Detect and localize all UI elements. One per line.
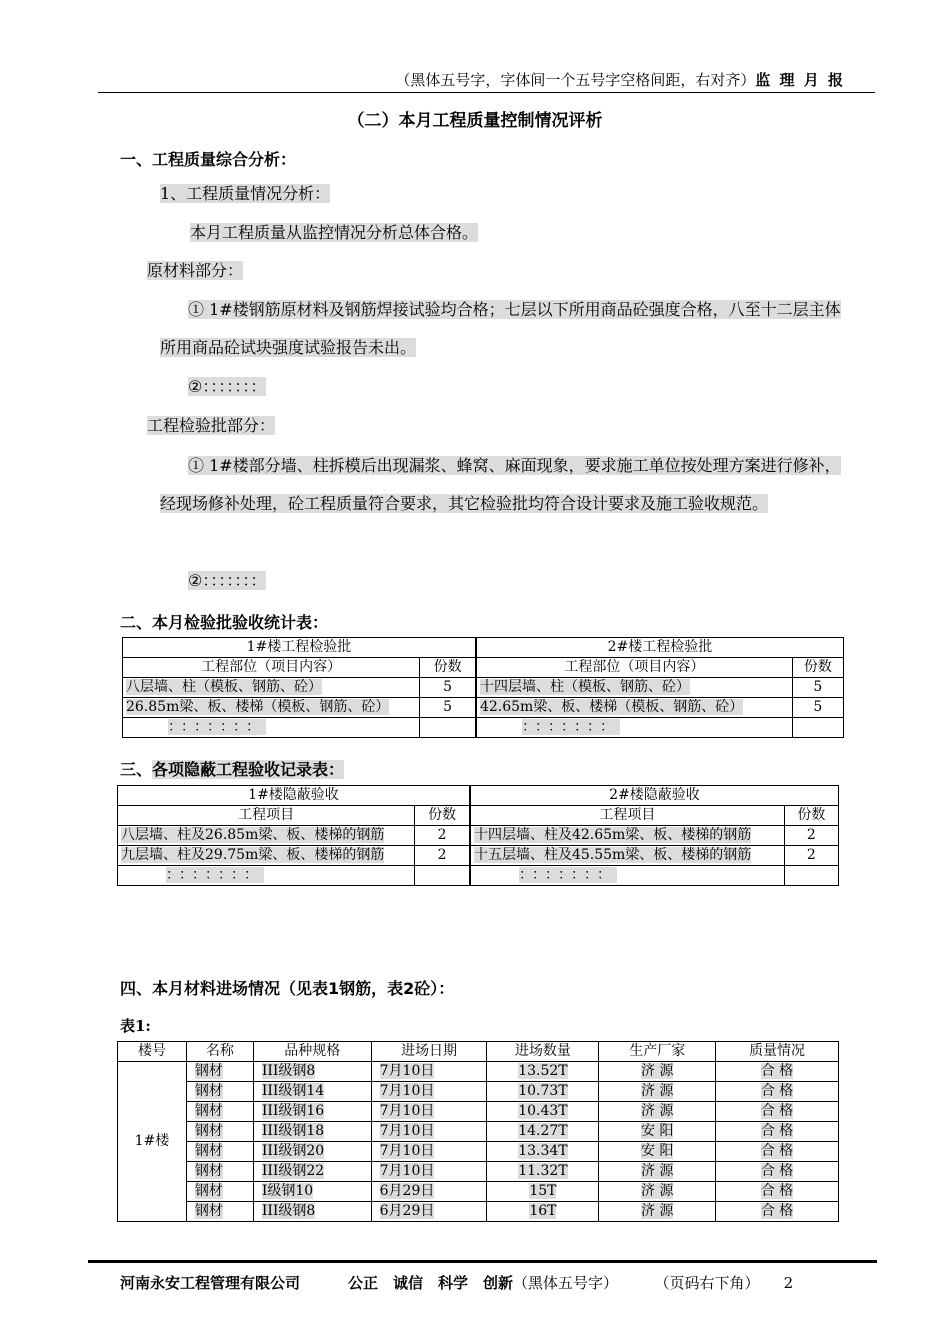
- table-row: [118, 866, 839, 886]
- table-cell: 7月10日: [379, 1143, 435, 1159]
- header-note: （黑体五号字，字体间一个五号字空格间距，右对齐）: [395, 71, 756, 89]
- table-cell-wrap: [253, 1142, 371, 1162]
- table-cell: 14.27T: [518, 1123, 568, 1139]
- table-cell: 5: [420, 678, 476, 698]
- table-cell: III级钢8: [261, 1063, 316, 1079]
- table-row: [118, 1082, 839, 1102]
- batch-heading: 工程检验批部分：: [147, 416, 276, 435]
- section-title: （二）本月工程质量控制情况评析: [347, 111, 603, 131]
- table-cell: 济 源: [641, 1083, 674, 1099]
- table-row: [118, 1122, 839, 1142]
- table-header-cell: 品种规格: [253, 1042, 371, 1062]
- table-cell-wrap: [371, 1162, 487, 1182]
- table-cell-wrap: [186, 1102, 253, 1122]
- table-cell: 钢材: [194, 1163, 223, 1179]
- table-header-cell: 名称: [186, 1042, 253, 1062]
- table-cell-wrap: [371, 1082, 487, 1102]
- page-footer: [120, 1272, 793, 1293]
- table-cell-wrap: [487, 1202, 599, 1222]
- table-row: [118, 846, 839, 866]
- table-cell-wrap: [186, 1062, 253, 1082]
- table-cell: 济 源: [641, 1183, 674, 1199]
- table-row: [123, 698, 844, 718]
- table-cell: Ⅰ级钢10: [261, 1183, 314, 1199]
- table-cell: 7月10日: [379, 1083, 435, 1099]
- raw-material-item-1: ① 1#楼钢筋原材料及钢筋焊接试验均合格；七层以下所用商品砼强度合格，八至十二层主体所用商品砼试块强度试验报告未出。: [160, 300, 841, 357]
- table-cell-wrap: [371, 1102, 487, 1122]
- table-cell: 钢材: [194, 1123, 223, 1139]
- table-cell-wrap: [186, 1202, 253, 1222]
- table-row: [118, 1182, 839, 1202]
- table-header-cell: 楼号: [118, 1042, 187, 1062]
- table-cell-wrap: [599, 1202, 716, 1222]
- s3-heading: [120, 757, 344, 780]
- table-cell-wrap: [716, 1122, 839, 1142]
- table-cell: 钢材: [194, 1143, 223, 1159]
- table-cell: 合 格: [760, 1123, 794, 1139]
- table-cell-wrap: [716, 1182, 839, 1202]
- table-cell-wrap: [371, 1182, 487, 1202]
- table-row: [123, 718, 844, 738]
- building-cell: 1#楼: [118, 1062, 187, 1222]
- table-cell-wrap: [487, 1102, 599, 1122]
- table-cell: 济 源: [641, 1203, 674, 1219]
- s2-heading: 二、本月检验批验收统计表：: [120, 613, 329, 632]
- table-row: [123, 678, 844, 698]
- table-cell-wrap: [186, 1142, 253, 1162]
- table-cell: III级钢8: [261, 1203, 316, 1219]
- header-rule: [98, 92, 875, 93]
- s3-heading-main: 各项隐蔽工程验收记录表：: [152, 760, 345, 779]
- table-cell: 合 格: [760, 1103, 794, 1119]
- table-cell-wrap: [253, 1082, 371, 1102]
- footer-note-page: （页码右下角）: [662, 1274, 760, 1292]
- table-cell-wrap: [599, 1122, 716, 1142]
- table-cell: ：：：：：：：: [166, 867, 264, 883]
- table-cell-wrap: [371, 1122, 487, 1142]
- table-cell-wrap: [371, 1142, 487, 1162]
- table-cell-wrap: [599, 1162, 716, 1182]
- table-cell: 合 格: [760, 1163, 794, 1179]
- table-cell: 份数: [420, 658, 476, 678]
- table-cell-wrap: [716, 1142, 839, 1162]
- table-cell: 八层墙、柱及26.85m梁、板、楼梯的钢筋: [121, 827, 385, 843]
- table-cell-wrap: [487, 1082, 599, 1102]
- table-cell-wrap: [186, 1162, 253, 1182]
- table-cell: 九层墙、柱及29.75m梁、板、楼梯的钢筋: [121, 847, 385, 863]
- material-entry-table: [117, 1041, 839, 1222]
- table-cell: 合 格: [760, 1143, 794, 1159]
- table-row: [118, 826, 839, 846]
- table-cell: 份数: [784, 806, 838, 826]
- s1-sub1: 1、工程质量情况分析：: [160, 184, 331, 203]
- table-cell-wrap: [487, 1162, 599, 1182]
- table-cell: 6月29日: [379, 1183, 435, 1199]
- table-cell: 6月29日: [379, 1203, 435, 1219]
- table-cell-wrap: [186, 1182, 253, 1202]
- table-cell: 合 格: [760, 1083, 794, 1099]
- table-cell: III级钢22: [261, 1163, 325, 1179]
- table-cell: 份数: [415, 806, 470, 826]
- table-cell: [792, 718, 843, 738]
- table-cell-wrap: [371, 1202, 487, 1222]
- table-cell-wrap: [599, 1062, 716, 1082]
- table-cell: 2: [784, 826, 838, 846]
- table-cell: 2: [415, 826, 470, 846]
- page-number: 2: [783, 1274, 794, 1292]
- table-cell: 7月10日: [379, 1163, 435, 1179]
- table-cell: 15T: [529, 1183, 557, 1199]
- table-cell: [415, 866, 470, 886]
- table-cell-wrap: [716, 1062, 839, 1082]
- page-header: [395, 69, 845, 90]
- s1-summary: 本月工程质量从监控情况分析总体合格。: [190, 223, 479, 242]
- table-cell: 十四层墙、柱及42.65m梁、板、楼梯的钢筋: [473, 827, 752, 843]
- table-cell: [420, 718, 476, 738]
- table-cell-wrap: [253, 1122, 371, 1142]
- table1-label: 表1:: [120, 1017, 151, 1035]
- table-cell: 钢材: [194, 1083, 223, 1099]
- table-cell: 7月10日: [379, 1103, 435, 1119]
- table-cell: 合 格: [760, 1063, 794, 1079]
- table-cell-wrap: [599, 1182, 716, 1202]
- table-cell-wrap: [253, 1102, 371, 1122]
- table-row: [118, 1162, 839, 1182]
- batch-item-1: ① 1#楼部分墙、柱拆模后出现漏浆、蜂窝、麻面现象，要求施工单位按处理方案进行修补，经现场修补处理，砼工程质量符合要求，其它检验批均符合设计要求及施工验收规范。: [160, 456, 841, 513]
- table-header-cell: 质量情况: [716, 1042, 839, 1062]
- table-cell-wrap: [253, 1062, 371, 1082]
- table-cell: [784, 866, 838, 886]
- table-cell: 2: [415, 846, 470, 866]
- table-cell: ：：：：：：：: [168, 719, 266, 735]
- table-cell: 11.32T: [518, 1163, 568, 1179]
- table-cell: 10.43T: [518, 1103, 568, 1119]
- table-cell: 工程项目: [118, 806, 415, 826]
- s3-heading-prefix: 三、: [120, 760, 153, 779]
- table-cell: 钢材: [194, 1203, 223, 1219]
- table-cell: 2#楼工程检验批: [476, 638, 844, 658]
- table-cell: III级钢16: [261, 1103, 325, 1119]
- table-cell: III级钢14: [261, 1083, 325, 1099]
- table-cell: 5: [420, 698, 476, 718]
- table-cell: 钢材: [194, 1103, 223, 1119]
- table-cell: 26.85m梁、板、楼梯（模板、钢筋、砼）: [126, 699, 390, 715]
- table-cell: 济 源: [641, 1063, 674, 1079]
- table-cell: 2: [784, 846, 838, 866]
- table-cell: 济 源: [641, 1103, 674, 1119]
- table-row: [118, 1202, 839, 1222]
- table-cell: III级钢20: [261, 1143, 325, 1159]
- table-cell: 十四层墙、柱（模板、钢筋、砼）: [479, 679, 690, 695]
- table-cell-wrap: [716, 1162, 839, 1182]
- table-cell: 钢材: [194, 1183, 223, 1199]
- table-cell-wrap: [487, 1122, 599, 1142]
- table-cell-wrap: [186, 1122, 253, 1142]
- table-cell-wrap: [716, 1102, 839, 1122]
- table-cell: 安 阳: [641, 1143, 674, 1159]
- raw-material-heading: 原材料部分：: [147, 261, 244, 280]
- table-header-cell: 进场数量: [487, 1042, 599, 1062]
- table-cell: 合 格: [760, 1183, 794, 1199]
- table-cell-wrap: [253, 1162, 371, 1182]
- table-row: [118, 1062, 839, 1082]
- table-cell: 7月10日: [379, 1123, 435, 1139]
- table-cell-wrap: [716, 1202, 839, 1222]
- table-cell: 安 阳: [641, 1123, 674, 1139]
- table-cell: 5: [792, 678, 843, 698]
- footer-motto: 公正 诚信 科学 创新: [348, 1274, 514, 1292]
- concealed-work-table: [117, 785, 839, 886]
- table-cell: 钢材: [194, 1063, 223, 1079]
- footer-company: 河南永安工程管理有限公司: [120, 1274, 301, 1292]
- footer-note-font: （黑体五号字）: [513, 1274, 619, 1292]
- table-cell: 5: [792, 698, 843, 718]
- table-cell-wrap: [599, 1142, 716, 1162]
- table-header-row: [118, 1042, 839, 1062]
- table-cell: 工程部位（项目内容）: [476, 658, 792, 678]
- footer-rule: [88, 1260, 877, 1263]
- table-cell-wrap: [599, 1082, 716, 1102]
- table-cell-wrap: [716, 1082, 839, 1102]
- table-cell: 2#楼隐蔽验收: [470, 786, 839, 806]
- table-cell-wrap: [487, 1142, 599, 1162]
- table-cell: 份数: [792, 658, 843, 678]
- inspection-batch-table: [122, 637, 844, 738]
- table-cell: III级钢18: [261, 1123, 325, 1139]
- table-cell-wrap: [253, 1202, 371, 1222]
- table-cell: 16T: [529, 1203, 557, 1219]
- table-cell-wrap: [487, 1062, 599, 1082]
- s4-heading: 四、本月材料进场情况（见表1钢筋，表2砼）：: [120, 979, 455, 998]
- table-header-cell: 生产厂家: [599, 1042, 716, 1062]
- table-cell: 1#楼隐蔽验收: [118, 786, 470, 806]
- table-row: [118, 1142, 839, 1162]
- table-cell-wrap: [253, 1182, 371, 1202]
- table-cell-wrap: [371, 1062, 487, 1082]
- table-cell: 八层墙、柱（模板、钢筋、砼）: [126, 679, 322, 695]
- table-cell: 13.34T: [518, 1143, 568, 1159]
- s1-heading: 一、工程质量综合分析：: [120, 150, 297, 169]
- table-cell-wrap: [186, 1082, 253, 1102]
- table-cell-wrap: [599, 1102, 716, 1122]
- table-cell-wrap: [487, 1182, 599, 1202]
- table-cell: 十五层墙、柱及45.55m梁、板、楼梯的钢筋: [473, 847, 752, 863]
- table-header-cell: 进场日期: [371, 1042, 487, 1062]
- table-cell: 工程部位（项目内容）: [123, 658, 420, 678]
- header-title: 监 理 月 报: [755, 71, 845, 89]
- table-cell: 13.52T: [518, 1063, 568, 1079]
- raw-material-item-2: ②：：：：：：：: [188, 377, 267, 396]
- table-cell: 7月10日: [379, 1063, 435, 1079]
- table-cell: 1#楼工程检验批: [123, 638, 476, 658]
- table-cell: 10.73T: [518, 1083, 568, 1099]
- table-cell: 济 源: [641, 1163, 674, 1179]
- table-cell: 工程项目: [470, 806, 784, 826]
- batch-item-2: ②：：：：：：：: [188, 571, 267, 590]
- table-cell: ：：：：：：：: [521, 719, 620, 735]
- table-cell: 合 格: [760, 1203, 794, 1219]
- table-cell: ：：：：：：：: [518, 867, 617, 883]
- table-cell: 42.65m梁、板、楼梯（模板、钢筋、砼）: [479, 699, 744, 715]
- table-row: [118, 1102, 839, 1122]
